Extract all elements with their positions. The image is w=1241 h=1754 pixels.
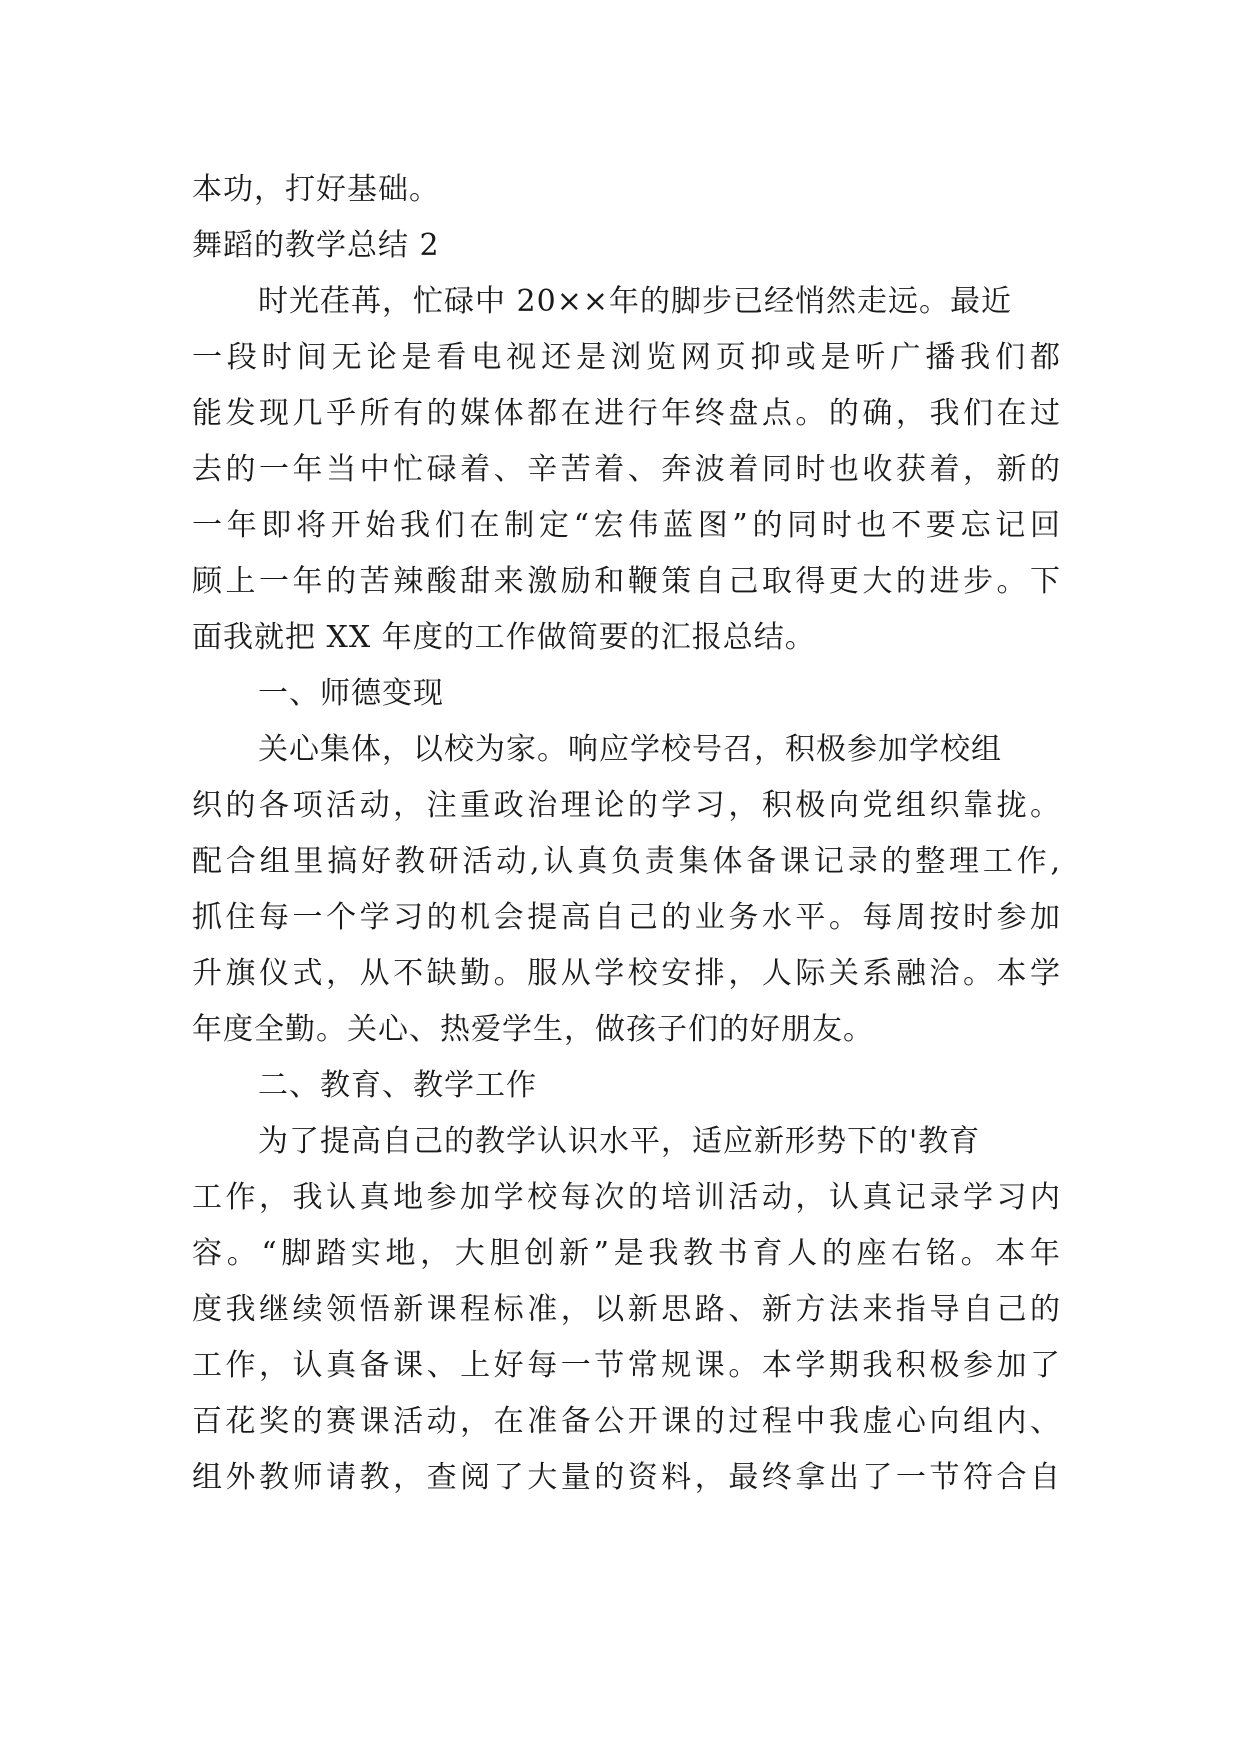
- text-line: 顾上一年的苦辣酸甜来激励和鞭策自己取得更大的进步。下: [192, 564, 1060, 599]
- text-line: 升旗仪式，从不缺勤。服从学校安排，人际关系融洽。本学: [192, 956, 1060, 991]
- text-line: 配合组里搞好教研活动,认真负责集体备课记录的整理工作,: [192, 844, 1060, 879]
- section-title: 舞蹈的教学总结 2: [192, 228, 440, 263]
- section-heading: 一、师德变现: [258, 676, 444, 711]
- text-line: 工作，认真备课、上好每一节常规课。本学期我积极参加了: [192, 1348, 1060, 1383]
- text-line: 为了提高自己的教学认识水平，适应新形势下的'教育: [258, 1124, 981, 1159]
- text-line: 容。“脚踏实地，大胆创新”是我教书育人的座右铭。本年: [192, 1236, 1060, 1271]
- text-line: 年度全勤。关心、热爱学生，做孩子们的好朋友。: [192, 1012, 874, 1047]
- text-line: 抓住每一个学习的机会提高自己的业务水平。每周按时参加: [192, 900, 1060, 935]
- text-line: 百花奖的赛课活动，在准备公开课的过程中我虚心向组内、: [192, 1404, 1060, 1439]
- text-line: 工作，我认真地参加学校每次的培训活动，认真记录学习内: [192, 1180, 1060, 1215]
- text-line: 面我就把 XX 年度的工作做简要的汇报总结。: [192, 620, 816, 655]
- text-line: 组外教师请教，查阅了大量的资料，最终拿出了一节符合自: [192, 1460, 1060, 1495]
- text-line: 关心集体，以校为家。响应学校号召，积极参加学校组: [258, 732, 1002, 767]
- text-line: 能发现几乎所有的媒体都在进行年终盘点。的确，我们在过: [192, 396, 1060, 431]
- text-line: 一段时间无论是看电视还是浏览网页抑或是听广播我们都: [192, 340, 1060, 375]
- text-line: 本功，打好基础。: [192, 172, 440, 207]
- section-heading: 二、教育、教学工作: [258, 1068, 537, 1103]
- text-line: 织的各项活动，注重政治理论的学习，积极向党组织靠拢。: [192, 788, 1060, 823]
- text-line: 时光荏苒，忙碌中 20××年的脚步已经悄然走远。最近: [258, 284, 1012, 319]
- text-line: 去的一年当中忙碌着、辛苦着、奔波着同时也收获着，新的: [192, 452, 1060, 487]
- text-line: 一年即将开始我们在制定“宏伟蓝图”的同时也不要忘记回: [192, 508, 1060, 543]
- text-line: 度我继续领悟新课程标准，以新思路、新方法来指导自己的: [192, 1292, 1060, 1327]
